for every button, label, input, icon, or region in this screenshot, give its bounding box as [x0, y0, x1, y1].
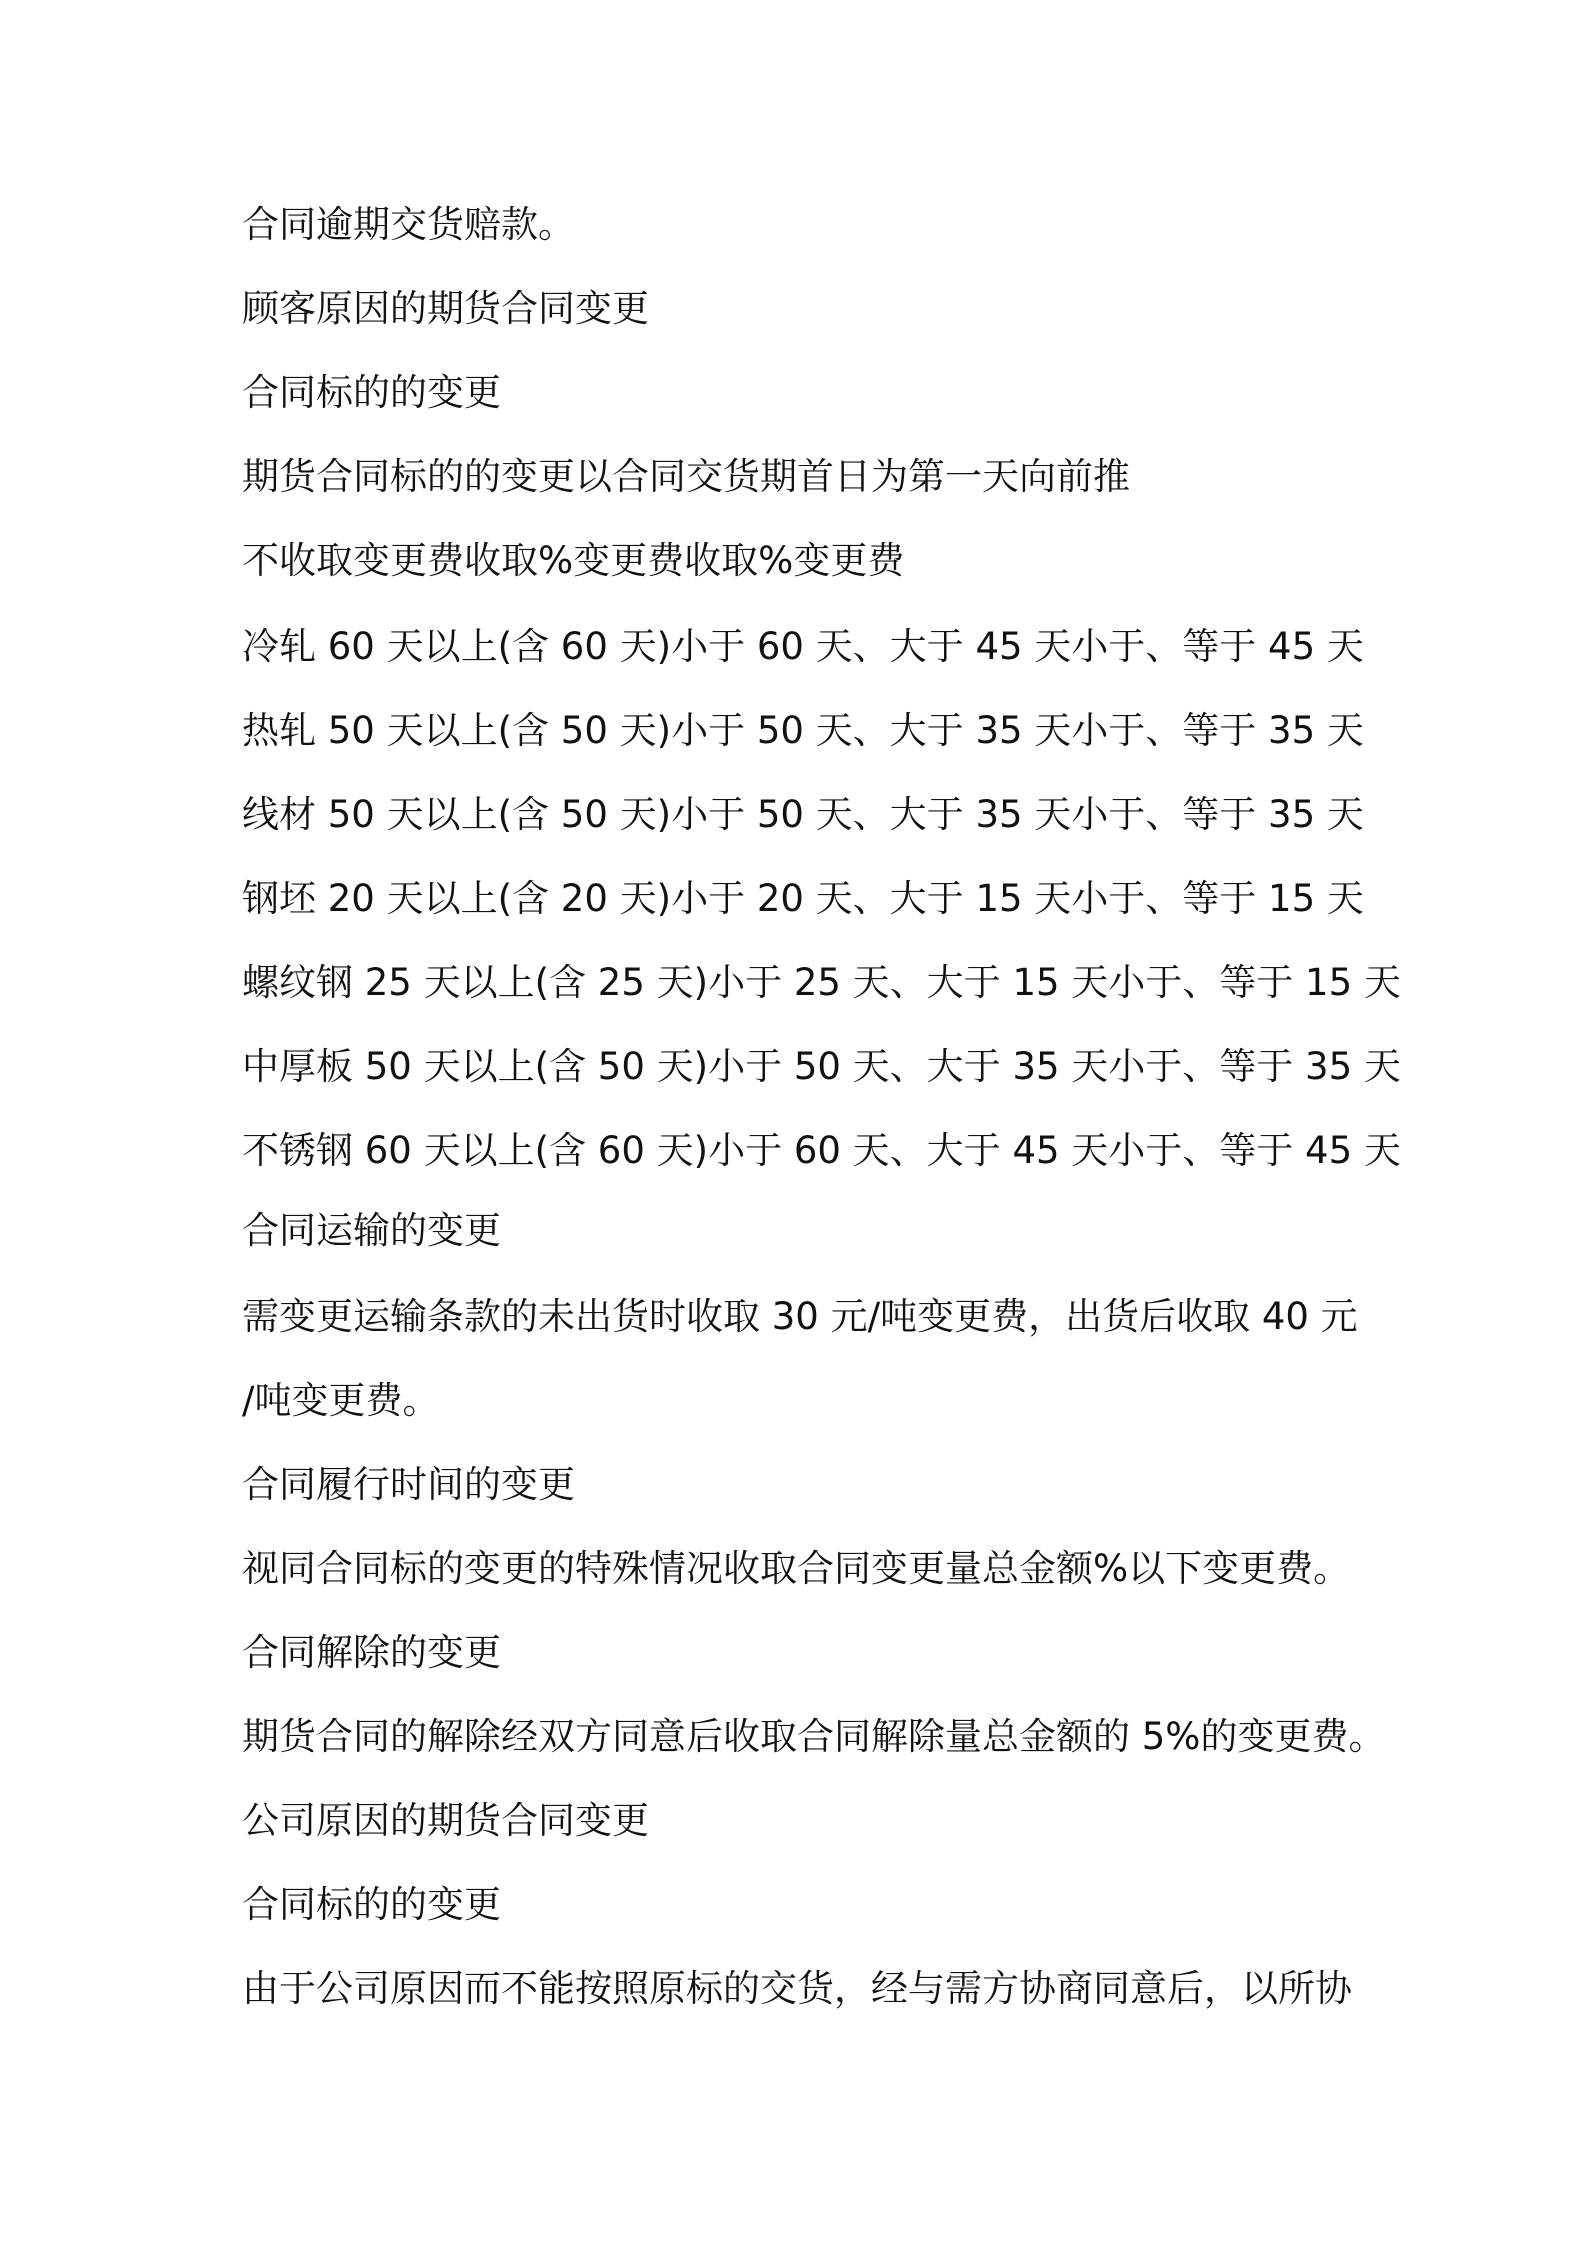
paragraph-subject-change-rule: 期货合同标的的变更以合同交货期首日为第一天向前推 [242, 455, 1130, 498]
row-stainless-steel: 不锈钢 60 天以上(含 60 天)小于 60 天、大于 45 天小于、等于 45 天 [242, 1129, 1401, 1172]
heading-customer-caused-change: 顾客原因的期货合同变更 [242, 287, 649, 330]
row-cold-rolled: 冷轧 60 天以上(含 60 天)小于 60 天、大于 45 天小于、等于 45 天 [242, 625, 1364, 668]
row-steel-billet: 钢坯 20 天以上(含 20 天)小于 20 天、大于 15 天小于、等于 15 天 [242, 877, 1364, 920]
heading-company-caused-change: 公司原因的期货合同变更 [242, 1799, 649, 1842]
row-medium-plate: 中厚板 50 天以上(含 50 天)小于 50 天、大于 35 天小于、等于 35 天 [242, 1045, 1401, 1088]
heading-subject-change-company: 合同标的的变更 [242, 1883, 501, 1926]
row-rebar: 螺纹钢 25 天以上(含 25 天)小于 25 天、大于 15 天小于、等于 15 天 [242, 961, 1401, 1004]
paragraph-transport-fee-cont: /吨变更费。 [242, 1379, 440, 1422]
paragraph-fee-columns: 不收取变更费收取%变更费收取%变更费 [242, 539, 905, 582]
paragraph-performance-time-fee: 视同合同标的变更的特殊情况收取合同变更量总金额%以下变更费。 [242, 1547, 1351, 1590]
heading-termination-change: 合同解除的变更 [242, 1631, 501, 1674]
heading-subject-change: 合同标的的变更 [242, 371, 501, 414]
paragraph-transport-fee: 需变更运输条款的未出货时收取 30 元/吨变更费，出货后收取 40 元 [242, 1295, 1358, 1338]
paragraph-late-delivery-compensation: 合同逾期交货赔款。 [242, 203, 575, 246]
row-wire-rod: 线材 50 天以上(含 50 天)小于 50 天、大于 35 天小于、等于 35 天 [242, 793, 1364, 836]
heading-performance-time-change: 合同履行时间的变更 [242, 1463, 575, 1506]
heading-transport-change: 合同运输的变更 [242, 1209, 501, 1252]
paragraph-termination-fee: 期货合同的解除经双方同意后收取合同解除量总金额的 5%的变更费。 [242, 1715, 1386, 1758]
paragraph-company-subject-change: 由于公司原因而不能按照原标的交货，经与需方协商同意后，以所协 [242, 1967, 1352, 2010]
row-hot-rolled: 热轧 50 天以上(含 50 天)小于 50 天、大于 35 天小于、等于 35 天 [242, 709, 1364, 752]
